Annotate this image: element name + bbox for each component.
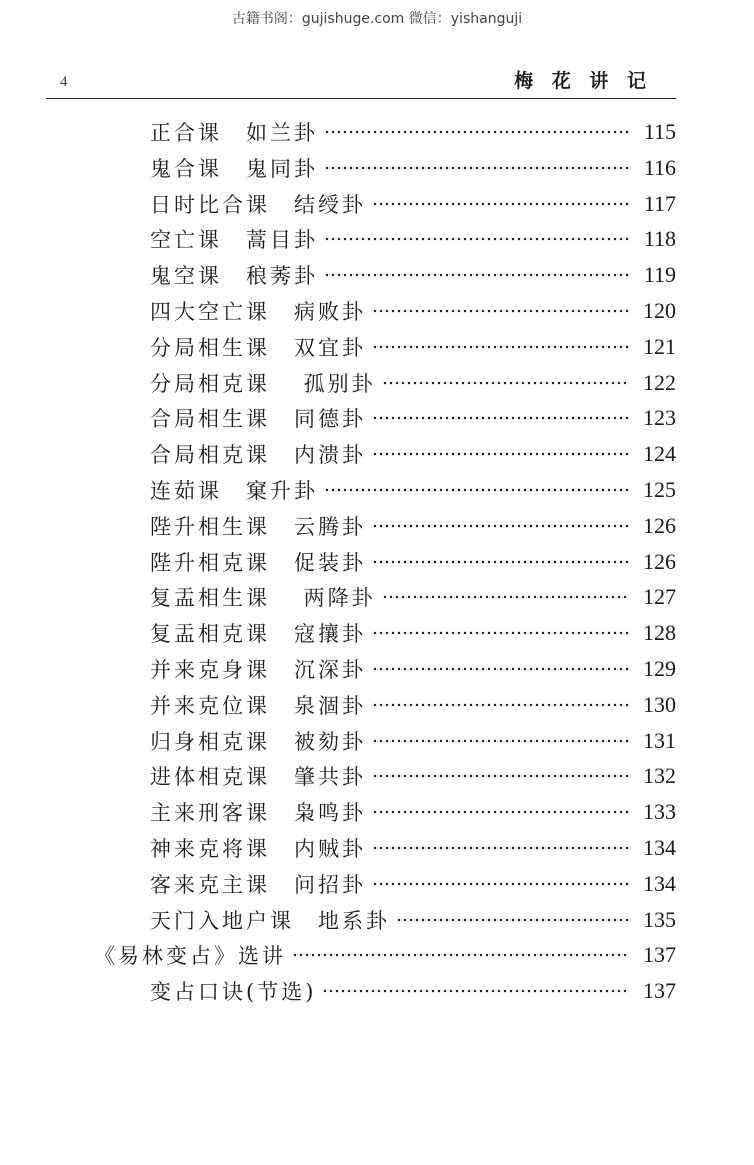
toc-entry-title: 分局相克课 孤别卦 <box>150 371 376 396</box>
toc-entry <box>150 903 676 937</box>
toc-entry-title: 合局相克课 内溃卦 <box>150 443 366 468</box>
toc-entry-page: 137 <box>643 978 676 1004</box>
toc-entry-page: 125 <box>643 477 676 502</box>
dot-leader <box>372 524 630 528</box>
toc-entry-page: 121 <box>643 333 676 359</box>
dot-leader <box>372 309 630 313</box>
toc-entry-title: 分局相生课 双宜卦 <box>150 335 366 360</box>
toc-entry <box>150 724 676 758</box>
dot-leader <box>292 953 630 957</box>
toc-entry-page: 123 <box>643 405 676 431</box>
toc-entry-page: 131 <box>643 727 676 753</box>
toc-entry-page: 133 <box>643 799 676 825</box>
dot-leader <box>396 918 630 922</box>
dot-leader <box>322 989 630 993</box>
dot-leader <box>382 381 630 385</box>
toc-entry-title: 变占口诀(节选) <box>150 980 317 1005</box>
header-rule <box>46 98 676 99</box>
toc-entry <box>150 974 676 1008</box>
toc-entry-title: 并来克位课 泉涸卦 <box>150 693 366 718</box>
dot-leader <box>324 488 630 492</box>
toc-entry-page: 127 <box>643 584 676 610</box>
dot-leader <box>372 452 630 456</box>
running-title: 梅 花 讲 记 <box>514 70 652 92</box>
toc-entry-page: 116 <box>643 154 676 180</box>
toc-entry <box>150 401 676 435</box>
toc-entry <box>150 509 676 543</box>
toc-entry-page: 129 <box>643 656 676 681</box>
toc-entry <box>150 867 676 901</box>
toc-entry <box>150 545 676 579</box>
toc-entry <box>150 187 676 221</box>
toc-entry-title: 进体相克课 肇共卦 <box>150 765 366 790</box>
dot-leader <box>324 166 630 170</box>
toc-entry-page: 132 <box>643 763 676 789</box>
toc-entry-title: 神来克将课 内贼卦 <box>150 837 366 861</box>
toc-entry-page: 118 <box>643 226 676 252</box>
dot-leader <box>372 202 630 206</box>
watermark: 古籍书阁：gujishuge.com 微信：yishanguji <box>231 11 523 27</box>
toc-entry-title: 鬼空课 稂莠卦 <box>150 264 318 289</box>
toc-entry <box>150 688 676 722</box>
toc-entry-page: 130 <box>643 691 676 717</box>
dot-leader <box>324 130 630 134</box>
dot-leader <box>372 560 630 564</box>
toc-entry-title: 四大空亡课 病败卦 <box>150 300 366 324</box>
toc-entry-title: 客来克主课 问招卦 <box>150 872 366 897</box>
toc-entry-page: 134 <box>643 835 676 860</box>
toc-entry-page: 137 <box>643 942 676 968</box>
toc-entry-page: 122 <box>643 369 676 395</box>
page-number: 4 <box>60 74 68 90</box>
dot-leader <box>372 345 630 349</box>
toc-entry-title: 陛升相生课 云腾卦 <box>150 514 366 539</box>
toc-entry <box>150 294 676 328</box>
dot-leader <box>372 774 630 778</box>
toc-entry-title: 鬼合课 鬼同卦 <box>150 156 318 181</box>
toc-entry-page: 119 <box>643 262 676 288</box>
toc-entry <box>150 222 676 256</box>
toc-entry <box>150 258 676 292</box>
dot-leader <box>372 739 630 743</box>
dot-leader <box>382 595 630 599</box>
toc-entry-title: 日时比合课 结绶卦 <box>150 192 366 217</box>
toc-entry <box>150 115 676 149</box>
toc-entry <box>150 652 676 686</box>
toc-entry-title: 空亡课 蒿目卦 <box>150 228 318 253</box>
dot-leader <box>372 846 630 850</box>
toc-entry-title: 合局相生课 同德卦 <box>150 407 366 432</box>
dot-leader <box>372 810 630 814</box>
toc-entry <box>150 759 676 793</box>
toc-entry-page: 128 <box>643 620 676 646</box>
toc-entry-title: 并来克身课 沉深卦 <box>150 658 366 682</box>
toc-entry-title: 正合课 如兰卦 <box>150 121 318 145</box>
toc-entry <box>94 938 676 972</box>
toc-entry-title: 归身相克课 被劾卦 <box>150 729 366 754</box>
toc-entry-page: 126 <box>643 548 676 574</box>
toc-entry <box>150 330 676 364</box>
dot-leader <box>372 631 630 635</box>
toc-entry-page: 120 <box>643 298 676 323</box>
toc-entry <box>150 580 676 614</box>
toc-entry-title: 主来刑客课 枭鸣卦 <box>150 801 366 826</box>
toc-entry <box>150 437 676 471</box>
toc-entry-page: 134 <box>643 870 676 896</box>
dot-leader <box>324 237 630 241</box>
toc-entry <box>150 831 676 865</box>
toc-entry-title: 陛升相克课 促装卦 <box>150 550 366 575</box>
toc-entry-title: 天门入地户课 地系卦 <box>150 908 390 933</box>
toc-entry <box>150 151 676 185</box>
toc-entry-page: 117 <box>643 190 676 216</box>
toc-entry-page: 135 <box>643 906 676 932</box>
dot-leader <box>372 416 630 420</box>
dot-leader <box>324 273 630 277</box>
dot-leader <box>372 703 630 707</box>
toc-entry <box>150 616 676 650</box>
toc-entry-title: 复盂相生课 两降卦 <box>150 586 376 611</box>
toc-entry-title: 《易林变占》选讲 <box>94 944 286 969</box>
toc-entry-title: 复盂相克课 寇攘卦 <box>150 622 366 647</box>
toc-entry-page: 124 <box>643 441 676 467</box>
toc-entry <box>150 473 676 507</box>
toc-entry-page: 126 <box>643 512 676 538</box>
dot-leader <box>372 667 630 671</box>
toc-entry <box>150 366 676 400</box>
dot-leader <box>372 882 630 886</box>
toc-entry-title: 连茹课 窠升卦 <box>150 479 318 503</box>
toc-entry-page: 115 <box>643 119 676 144</box>
toc-entry <box>150 795 676 829</box>
